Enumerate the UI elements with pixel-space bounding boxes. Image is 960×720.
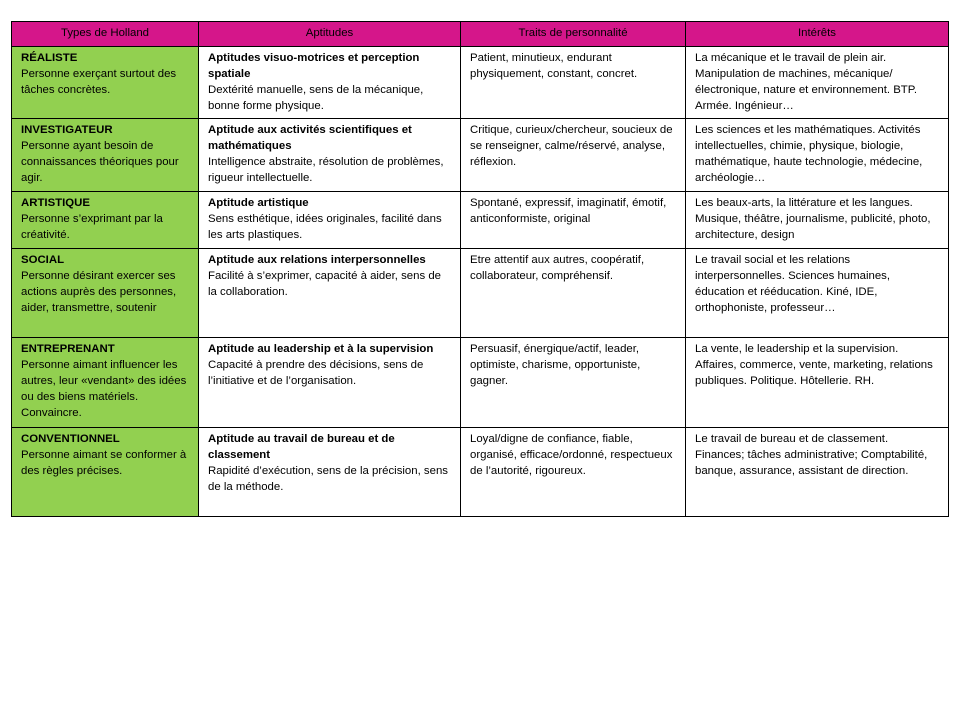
table-header-row [12, 22, 949, 47]
aptitude-title: Aptitude artistique [208, 197, 309, 209]
interests-cell [686, 249, 949, 338]
traits-cell [461, 249, 686, 338]
aptitude-description: Facilité à s’exprimer, capacité à aider, sens de la collaboration. [208, 269, 441, 298]
type-name: INVESTIGATEUR [21, 124, 113, 136]
table-row-investigateur [12, 119, 949, 192]
aptitude-title: Aptitudes visuo-motrices et perception spatiale [208, 52, 420, 80]
column-header-aptitudes: Aptitudes [199, 22, 461, 47]
traits-cell [461, 47, 686, 119]
aptitude-title: Aptitude au leadership et à la supervision [208, 343, 434, 355]
table-row-entreprenant [12, 338, 949, 428]
aptitude-cell [199, 47, 461, 119]
interests-cell [686, 119, 949, 192]
traits-text: Critique, curieux/chercheur, soucieux de se renseigner, calme/réservé, analyse, réflexion. [470, 124, 673, 168]
interests-cell [686, 428, 949, 517]
traits-cell [461, 192, 686, 249]
type-description: Personne ayant besoin de connaissances théoriques pour agir. [21, 139, 179, 184]
holland-types-table-container [11, 21, 948, 517]
aptitude-cell [199, 338, 461, 428]
interests-text: Les sciences et les mathématiques. Activités intellectuelles, chimie, physique, biologie, mathématique, haute technologie, médecine, archéologie… [695, 124, 923, 184]
traits-text: Persuasif, énergique/actif, leader, optimiste, charisme, opportuniste, gagner. [470, 343, 641, 387]
type-cell [12, 192, 199, 249]
type-description: Personne s’exprimant par la créativité. [21, 212, 163, 241]
type-name: RÉALISTE [21, 52, 78, 64]
traits-text: Patient, minutieux, endurant physiquement, constant, concret. [470, 52, 638, 80]
table-row-conventionnel [12, 428, 949, 517]
traits-text: Etre attentif aux autres, coopératif, collaborateur, compréhensif. [470, 254, 645, 282]
interests-cell [686, 192, 949, 249]
type-cell [12, 119, 199, 192]
interests-text: Les beaux-arts, la littérature et les langues. Musique, théâtre, journalisme, publicité, photo, architecture, design [695, 197, 931, 241]
aptitude-title: Aptitude aux relations interpersonnelles [208, 254, 426, 266]
aptitude-cell [199, 428, 461, 517]
column-header-traits: Traits de personnalité [461, 22, 686, 47]
interests-cell [686, 47, 949, 119]
column-header-interests: Intérêts [686, 22, 949, 47]
aptitude-cell [199, 192, 461, 249]
type-cell [12, 428, 199, 517]
aptitude-description: Sens esthétique, idées originales, facilité dans les arts plastiques. [208, 212, 442, 241]
table-row-artistique [12, 192, 949, 249]
traits-text: Loyal/digne de confiance, fiable, organisé, efficace/ordonné, respectueux de l’autorité, rigoureux. [470, 433, 673, 477]
traits-text: Spontané, expressif, imaginatif, émotif, anticonformiste, original [470, 197, 667, 225]
type-description: Personne aimant se conformer à des règles précises. [21, 448, 187, 477]
interests-cell [686, 338, 949, 428]
interests-text: Le travail social et les relations interpersonnelles. Sciences humaines, éducation et rééducation. Kiné, IDE, orthophoniste, professeur… [695, 254, 891, 314]
type-description: Personne exerçant surtout des tâches concrètes. [21, 67, 177, 96]
traits-cell [461, 428, 686, 517]
type-cell [12, 338, 199, 428]
aptitude-title: Aptitude aux activités scientifiques et mathématiques [208, 124, 412, 152]
aptitude-title: Aptitude au travail de bureau et de classement [208, 433, 395, 461]
traits-cell [461, 119, 686, 192]
interests-text: La mécanique et le travail de plein air. Manipulation de machines, mécanique/électronique, nature et environnement. BTP. Armée. Ingénieur… [695, 52, 918, 112]
aptitude-cell [199, 249, 461, 338]
type-name: SOCIAL [21, 254, 65, 266]
holland-types-table [11, 21, 949, 517]
aptitude-cell [199, 119, 461, 192]
aptitude-description: Intelligence abstraite, résolution de problèmes, rigueur intellectuelle. [208, 155, 444, 184]
type-name: ARTISTIQUE [21, 197, 90, 209]
aptitude-description: Dextérité manuelle, sens de la mécanique, bonne forme physique. [208, 83, 424, 112]
type-description: Personne aimant influencer les autres, leur «vendant» des idées ou des biens matériels. Convaincre. [21, 358, 187, 419]
type-name: CONVENTIONNEL [21, 433, 120, 445]
aptitude-description: Capacité à prendre des décisions, sens de l’initiative et de l’organisation. [208, 358, 424, 387]
column-header-types: Types de Holland [12, 22, 199, 47]
interests-text: Le travail de bureau et de classement. Finances; tâches administrative; Comptabilité, banque, assurance, assistant de direction. [695, 433, 928, 477]
type-name: ENTREPRENANT [21, 343, 115, 355]
type-cell [12, 249, 199, 338]
aptitude-description: Rapidité d’exécution, sens de la précision, sens de la méthode. [208, 464, 448, 493]
type-cell [12, 47, 199, 119]
table-row-realiste [12, 47, 949, 119]
type-description: Personne désirant exercer ses actions auprès des personnes, aider, transmettre, soutenir [21, 269, 177, 314]
interests-text: La vente, le leadership et la supervision. Affaires, commerce, vente, marketing, relations publiques. Politique. Hôtellerie. RH. [695, 343, 933, 387]
table-row-social [12, 249, 949, 338]
traits-cell [461, 338, 686, 428]
